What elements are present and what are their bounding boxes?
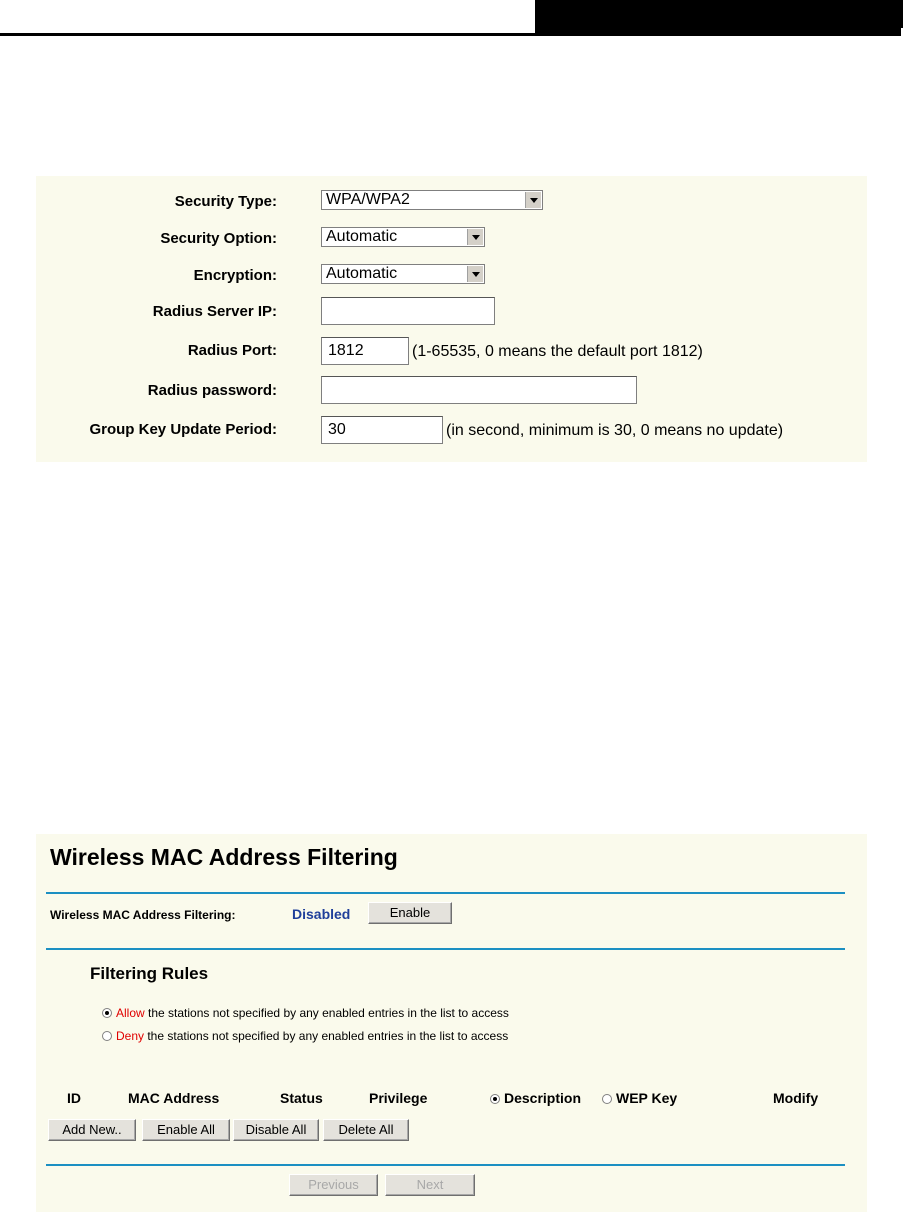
security-type-select[interactable] xyxy=(321,190,543,210)
radius-password-label: Radius password: xyxy=(147,382,277,399)
mac-filtering-panel xyxy=(36,834,867,1212)
security-option-value: Automatic xyxy=(326,228,398,245)
divider xyxy=(46,948,845,950)
security-type-value: WPA/WPA2 xyxy=(326,191,410,208)
column-header-modify: Modify xyxy=(773,1090,819,1106)
divider xyxy=(46,892,845,894)
mac-filtering-status-label: Wireless MAC Address Filtering: xyxy=(50,908,236,922)
deny-word: Deny xyxy=(116,1029,145,1043)
column-header-wep-key[interactable]: WEP Key xyxy=(602,1090,677,1106)
description-radio[interactable] xyxy=(490,1094,500,1104)
wep-key-radio[interactable] xyxy=(602,1094,612,1104)
header-marker xyxy=(901,0,903,28)
security-option-label: Security Option: xyxy=(160,230,277,247)
enable-button[interactable]: Enable xyxy=(368,902,452,924)
radius-server-ip-input[interactable] xyxy=(321,297,495,325)
disable-all-button[interactable]: Disable All xyxy=(233,1119,319,1141)
security-settings-panel xyxy=(36,176,867,462)
radius-password-input[interactable] xyxy=(321,376,637,404)
chevron-down-icon[interactable] xyxy=(467,266,483,282)
header-bar xyxy=(535,0,901,36)
radius-server-ip-label: Radius Server IP: xyxy=(152,303,277,320)
chevron-down-icon[interactable] xyxy=(525,192,541,208)
security-option-select[interactable] xyxy=(321,227,485,247)
enable-all-button[interactable]: Enable All xyxy=(142,1119,230,1141)
group-key-update-period-hint: (in second, minimum is 30, 0 means no update) xyxy=(446,422,784,439)
radius-port-label: Radius Port: xyxy=(187,342,277,359)
allow-rule-option[interactable] xyxy=(102,1006,509,1020)
column-header-privilege: Privilege xyxy=(369,1090,428,1106)
allow-word: Allow xyxy=(116,1006,145,1020)
column-header-mac-address: MAC Address xyxy=(128,1090,220,1106)
add-new-button[interactable]: Add New.. xyxy=(48,1119,136,1141)
header-rule xyxy=(0,33,535,36)
delete-all-button[interactable]: Delete All xyxy=(323,1119,409,1141)
deny-rule-text: the stations not specified by any enabled entries in the list to access xyxy=(144,1029,509,1043)
group-key-update-period-label: Group Key Update Period: xyxy=(89,421,277,438)
next-button[interactable]: Next xyxy=(385,1174,475,1196)
divider xyxy=(46,1164,845,1166)
allow-radio[interactable] xyxy=(102,1008,112,1018)
filtering-rules-heading: Filtering Rules xyxy=(90,964,209,983)
status-badge: Disabled xyxy=(292,906,351,922)
encryption-label: Encryption: xyxy=(193,267,277,284)
radius-port-input[interactable]: 1812 xyxy=(321,337,409,365)
encryption-value: Automatic xyxy=(326,265,398,282)
column-header-status: Status xyxy=(280,1090,323,1106)
chevron-down-icon[interactable] xyxy=(467,229,483,245)
security-type-label: Security Type: xyxy=(174,193,277,210)
encryption-select[interactable] xyxy=(321,264,485,284)
radius-port-hint: (1-65535, 0 means the default port 1812) xyxy=(412,343,703,360)
page-title: Wireless MAC Address Filtering xyxy=(50,844,398,870)
group-key-update-period-input[interactable]: 30 xyxy=(321,416,443,444)
deny-rule-option[interactable] xyxy=(102,1029,508,1043)
column-header-id: ID xyxy=(67,1090,81,1106)
deny-radio[interactable] xyxy=(102,1031,112,1041)
column-header-description[interactable]: Description xyxy=(490,1090,581,1106)
previous-button[interactable]: Previous xyxy=(289,1174,378,1196)
allow-rule-text: the stations not specified by any enabled entries in the list to access xyxy=(144,1006,509,1020)
